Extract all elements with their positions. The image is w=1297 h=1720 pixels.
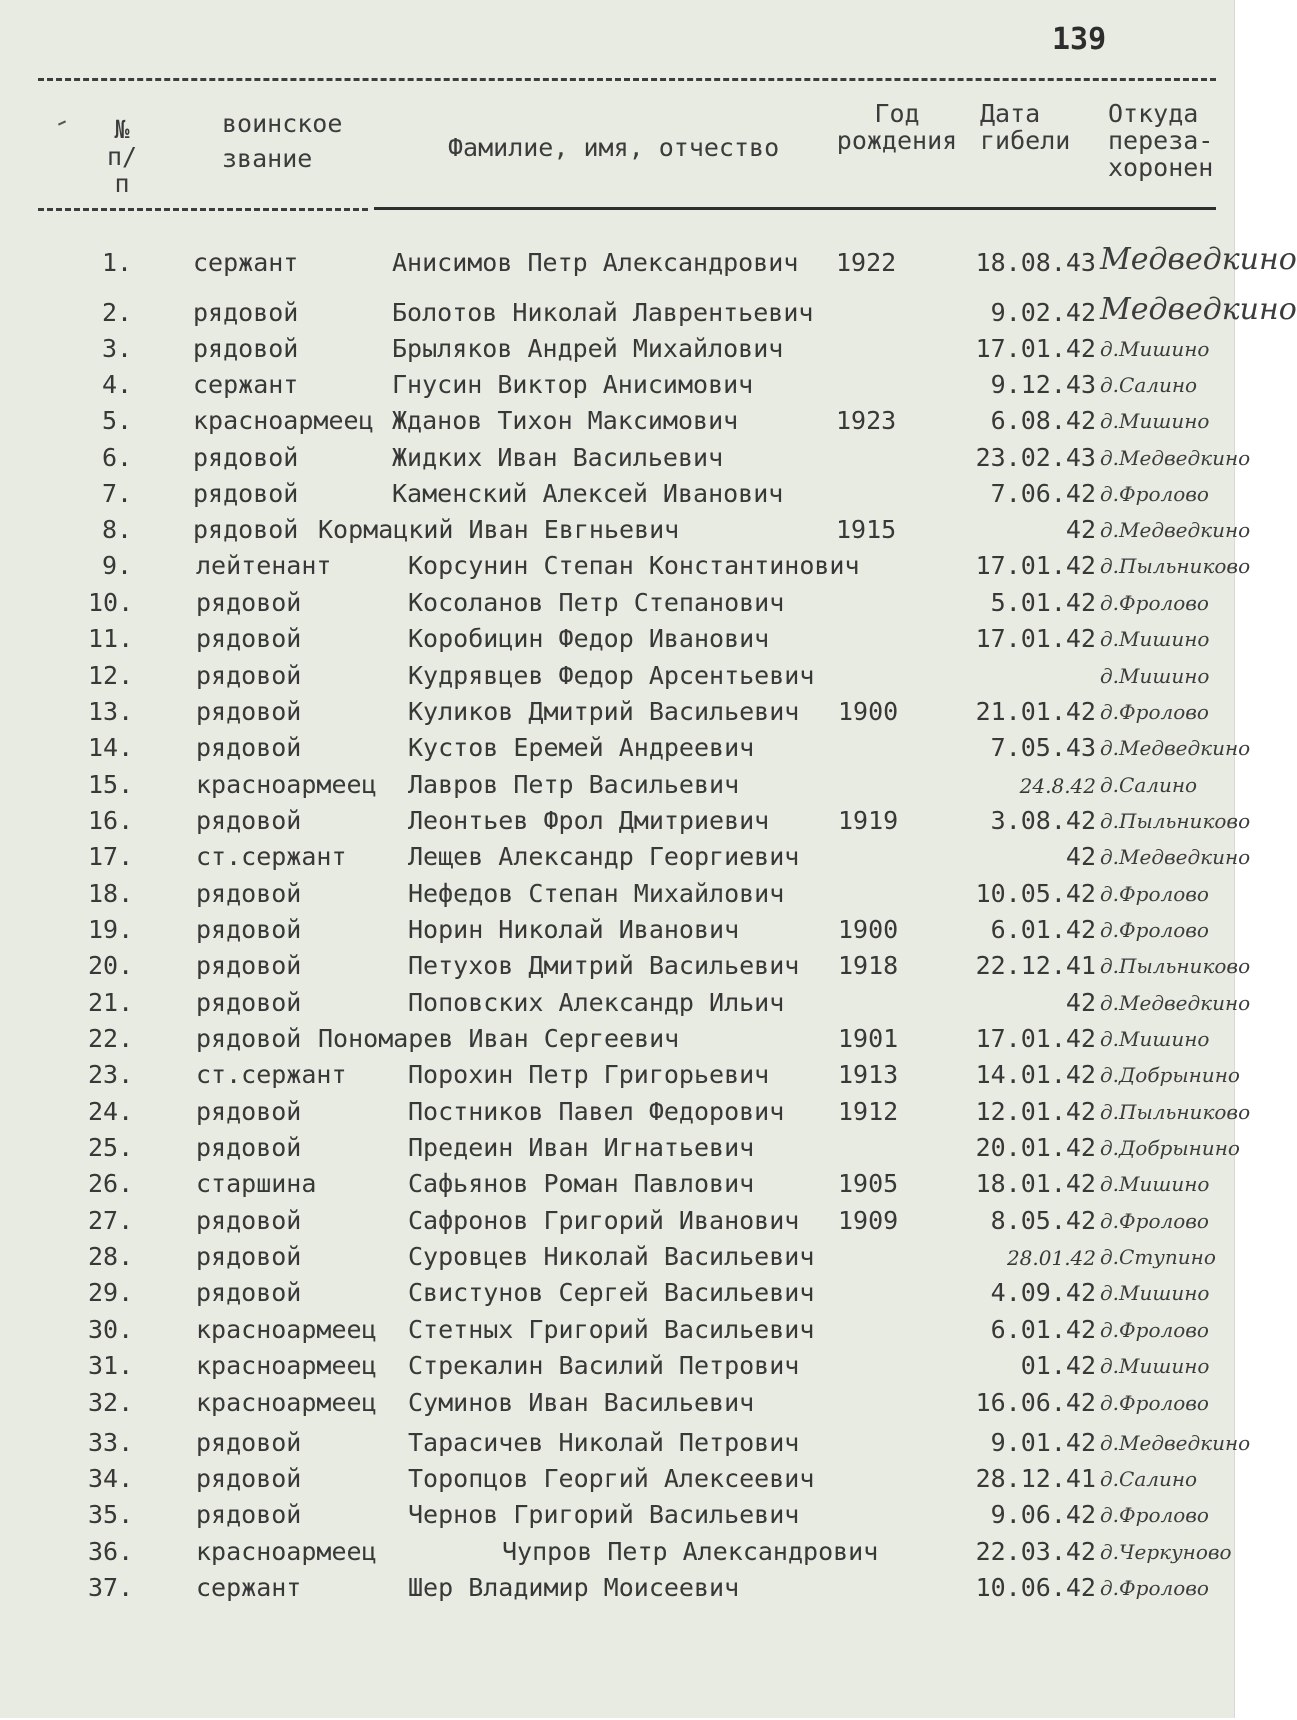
row-rank: рядовой xyxy=(196,1278,302,1307)
row-birth-year: 1923 xyxy=(836,406,897,435)
row-death-date: 22.12.41 xyxy=(975,951,1096,980)
row-full-name: Стрекалин Василий Петрович xyxy=(408,1351,800,1380)
row-rank: красноармеец xyxy=(196,770,377,799)
header-death-line1: Дата xyxy=(980,99,1041,128)
row-rank: рядовой xyxy=(193,298,299,327)
row-reburial-place: д.Салино xyxy=(1100,773,1198,797)
row-full-name: Суровцев Николай Васильевич xyxy=(408,1242,815,1271)
row-number: 27. xyxy=(88,1206,134,1235)
row-rank: рядовой xyxy=(196,1500,302,1529)
row-rank: красноармеец xyxy=(196,1315,377,1344)
row-reburial-place: д.Мишино xyxy=(1100,1027,1210,1051)
row-death-date: 01.42 xyxy=(1020,1351,1096,1380)
row-rank: красноармеец xyxy=(196,1537,377,1566)
row-death-date: 9.06.42 xyxy=(990,1500,1096,1529)
row-death-date: 24.8.42 xyxy=(1019,774,1096,798)
row-rank: рядовой xyxy=(196,1024,302,1053)
row-reburial-place: д.Пыльниково xyxy=(1100,1100,1251,1124)
header-name: Фамилие, имя, отчество xyxy=(448,133,780,162)
row-number: 13. xyxy=(88,697,134,726)
row-full-name: Леонтьев Фрол Дмитриевич xyxy=(408,806,770,835)
row-rank: рядовой xyxy=(196,1206,302,1235)
row-full-name: Сафьянов Роман Павлович xyxy=(408,1169,755,1198)
header-number-label: п/п xyxy=(106,142,138,198)
row-full-name: Пономарев Иван Сергеевич xyxy=(318,1024,680,1053)
row-number: 30. xyxy=(88,1315,134,1344)
row-reburial-place: д.Фролово xyxy=(1100,700,1209,724)
header-death-line2: гибели xyxy=(980,126,1071,155)
row-death-date: 42 xyxy=(1065,842,1096,871)
row-death-date: 8.05.42 xyxy=(990,1206,1096,1235)
row-rank: сержант xyxy=(193,370,299,399)
row-full-name: Суминов Иван Васильевич xyxy=(408,1388,755,1417)
row-number: 26. xyxy=(88,1169,134,1198)
row-rank: рядовой xyxy=(196,624,302,653)
row-death-date: 17.01.42 xyxy=(975,334,1096,363)
row-full-name: Анисимов Петр Александрович xyxy=(392,248,799,277)
row-death-date: 17.01.42 xyxy=(975,1024,1096,1053)
row-full-name: Корсунин Степан Константинович xyxy=(408,551,860,580)
row-reburial-place: д.Фролово xyxy=(1100,918,1209,942)
row-number: 34. xyxy=(88,1464,134,1493)
row-full-name: Жидких Иван Васильевич xyxy=(392,443,724,472)
row-rank: красноармеец xyxy=(196,1388,377,1417)
row-death-date: 5.01.42 xyxy=(990,588,1096,617)
row-rank: рядовой xyxy=(193,479,299,508)
row-reburial-place: Медведкино xyxy=(1100,242,1297,277)
row-number: 24. xyxy=(88,1097,134,1126)
page-number: 139 xyxy=(1052,22,1107,57)
row-death-date: 4.09.42 xyxy=(990,1278,1096,1307)
row-full-name: Сафронов Григорий Иванович xyxy=(408,1206,800,1235)
row-number: 19. xyxy=(88,915,134,944)
row-rank: рядовой xyxy=(196,1464,302,1493)
row-full-name: Чернов Григорий Васильевич xyxy=(408,1500,800,1529)
row-number: 20. xyxy=(88,951,134,980)
row-birth-year: 1900 xyxy=(838,915,899,944)
row-rank: старшина xyxy=(196,1169,317,1198)
row-rank: красноармеец xyxy=(196,1351,377,1380)
row-number: 21. xyxy=(88,988,134,1017)
row-death-date: 18.08.43 xyxy=(975,248,1096,277)
row-full-name: Поповских Александр Ильич xyxy=(408,988,785,1017)
row-rank: рядовой xyxy=(193,443,299,472)
row-full-name: Предеин Иван Игнатьевич xyxy=(408,1133,755,1162)
row-death-date: 23.02.43 xyxy=(975,443,1096,472)
row-reburial-place: д.Пыльниково xyxy=(1100,554,1251,578)
row-full-name: Лавров Петр Васильевич xyxy=(408,770,740,799)
header-number-symbol: № xyxy=(114,115,130,144)
row-full-name: Коробицин Федор Иванович xyxy=(408,624,770,653)
row-number: 15. xyxy=(88,770,134,799)
row-number: 4. xyxy=(102,370,133,399)
row-rank: лейтенант xyxy=(196,551,332,580)
row-number: 9. xyxy=(102,551,133,580)
row-number: 33. xyxy=(88,1428,134,1457)
row-rank: рядовой xyxy=(196,733,302,762)
row-number: 3. xyxy=(102,334,133,363)
row-birth-year: 1905 xyxy=(838,1169,899,1198)
row-number: 1. xyxy=(102,248,133,277)
row-reburial-place: д.Добрынино xyxy=(1100,1136,1240,1160)
row-rank: красноармеец xyxy=(193,406,374,435)
row-full-name: Брыляков Андрей Михайлович xyxy=(392,334,784,363)
row-reburial-place: д.Фролово xyxy=(1100,591,1209,615)
row-death-date: 10.06.42 xyxy=(975,1573,1096,1602)
row-number: 16. xyxy=(88,806,134,835)
row-full-name: Свистунов Сергей Васильевич xyxy=(408,1278,815,1307)
header-number xyxy=(102,116,142,197)
row-birth-year: 1922 xyxy=(836,248,897,277)
row-full-name: Постников Павел Федорович xyxy=(408,1097,785,1126)
row-rank: сержант xyxy=(193,248,299,277)
row-death-date: 9.12.43 xyxy=(990,370,1096,399)
row-rank: рядовой xyxy=(196,879,302,908)
row-full-name: Кустов Еремей Андреевич xyxy=(408,733,755,762)
row-reburial-place: д.Фролово xyxy=(1100,1391,1209,1415)
row-birth-year: 1901 xyxy=(838,1024,899,1053)
row-full-name: Торопцов Георгий Алексеевич xyxy=(408,1464,815,1493)
row-rank: рядовой xyxy=(196,951,302,980)
row-reburial-place: д.Добрынино xyxy=(1100,1063,1240,1087)
row-reburial-place: д.Фролово xyxy=(1100,482,1209,506)
row-death-date: 10.05.42 xyxy=(975,879,1096,908)
row-full-name: Петухов Дмитрий Васильевич xyxy=(408,951,800,980)
row-rank: рядовой xyxy=(196,915,302,944)
row-full-name: Порохин Петр Григорьевич xyxy=(408,1060,770,1089)
row-birth-year: 1919 xyxy=(838,806,899,835)
header-origin-line1: Откуда xyxy=(1108,99,1199,128)
row-birth-year: 1913 xyxy=(838,1060,899,1089)
row-rank: рядовой xyxy=(196,1428,302,1457)
row-rank: сержант xyxy=(196,1573,302,1602)
row-birth-year: 1912 xyxy=(838,1097,899,1126)
row-full-name: Кормацкий Иван Евгньевич xyxy=(318,515,680,544)
row-death-date: 42 xyxy=(1065,515,1096,544)
row-number: 7. xyxy=(102,479,133,508)
row-death-date: 6.01.42 xyxy=(990,1315,1096,1344)
row-reburial-place: д.Медведкино xyxy=(1100,736,1251,760)
row-full-name: Жданов Тихон Максимович xyxy=(392,406,739,435)
row-full-name: Лещев Александр Георгиевич xyxy=(408,842,800,871)
row-rank: рядовой xyxy=(193,334,299,363)
row-death-date: 3.08.42 xyxy=(990,806,1096,835)
top-divider xyxy=(38,78,1216,81)
row-death-date: 14.01.42 xyxy=(975,1060,1096,1089)
row-death-date: 28.01.42 xyxy=(1006,1246,1096,1270)
row-full-name: Нефедов Степан Михайлович xyxy=(408,879,785,908)
row-reburial-place: д.Пыльниково xyxy=(1100,809,1251,833)
row-full-name: Стетных Григорий Васильевич xyxy=(408,1315,815,1344)
row-reburial-place: д.Фролово xyxy=(1100,882,1209,906)
row-death-date: 17.01.42 xyxy=(975,551,1096,580)
row-number: 28. xyxy=(88,1242,134,1271)
row-number: 14. xyxy=(88,733,134,762)
header-origin-line2: переза- xyxy=(1108,126,1214,155)
row-rank: рядовой xyxy=(196,588,302,617)
row-death-date: 18.01.42 xyxy=(975,1169,1096,1198)
row-reburial-place: д.Мишино xyxy=(1100,627,1210,651)
row-reburial-place: д.Мишино xyxy=(1100,1281,1210,1305)
header-year-line2: рождения xyxy=(836,126,958,155)
row-rank: рядовой xyxy=(196,1242,302,1271)
row-reburial-place: д.Мишино xyxy=(1100,1354,1210,1378)
header-origin-line3: хоронен xyxy=(1108,153,1214,182)
row-number: 10. xyxy=(88,588,134,617)
row-reburial-place: д.Фролово xyxy=(1100,1318,1209,1342)
row-rank: рядовой xyxy=(196,661,302,690)
row-death-date: 6.01.42 xyxy=(990,915,1096,944)
header-year-line1: Год xyxy=(874,99,920,128)
row-reburial-place: д.Салино xyxy=(1100,1467,1198,1491)
row-reburial-place: д.Фролово xyxy=(1100,1209,1209,1233)
row-number: 23. xyxy=(88,1060,134,1089)
row-number: 17. xyxy=(88,842,134,871)
row-birth-year: 1915 xyxy=(836,515,897,544)
row-full-name: Гнусин Виктор Анисимович xyxy=(392,370,754,399)
row-number: 5. xyxy=(102,406,133,435)
row-death-date: 9.02.42 xyxy=(990,298,1096,327)
row-birth-year: 1909 xyxy=(838,1206,899,1235)
row-rank: ст.сержант xyxy=(196,1060,347,1089)
row-reburial-place: д.Медведкино xyxy=(1100,1431,1251,1455)
row-rank: рядовой xyxy=(193,515,299,544)
row-death-date: 7.05.43 xyxy=(990,733,1096,762)
row-birth-year: 1900 xyxy=(838,697,899,726)
row-rank: рядовой xyxy=(196,1133,302,1162)
row-rank: рядовой xyxy=(196,1097,302,1126)
row-number: 6. xyxy=(102,443,133,472)
row-reburial-place: д.Мишино xyxy=(1100,664,1210,688)
row-number: 31. xyxy=(88,1351,134,1380)
header-rank-line1: воинское xyxy=(222,109,343,138)
row-birth-year: 1918 xyxy=(838,951,899,980)
row-number: 36. xyxy=(88,1537,134,1566)
row-death-date: 28.12.41 xyxy=(975,1464,1096,1493)
row-reburial-place: д.Салино xyxy=(1100,373,1198,397)
row-reburial-place: д.Ступино xyxy=(1100,1245,1216,1269)
row-death-date: 9.01.42 xyxy=(990,1428,1096,1457)
pencil-tick-mark xyxy=(58,120,66,125)
row-number: 22. xyxy=(88,1024,134,1053)
row-rank: ст.сержант xyxy=(196,842,347,871)
row-number: 32. xyxy=(88,1388,134,1417)
row-number: 11. xyxy=(88,624,134,653)
row-death-date: 42 xyxy=(1065,988,1096,1017)
header-rank-line2: звание xyxy=(222,144,313,173)
row-rank: рядовой xyxy=(196,988,302,1017)
row-number: 29. xyxy=(88,1278,134,1307)
row-full-name: Норин Николай Иванович xyxy=(408,915,740,944)
row-rank: рядовой xyxy=(196,697,302,726)
row-full-name: Каменский Алексей Иванович xyxy=(392,479,784,508)
row-death-date: 12.01.42 xyxy=(975,1097,1096,1126)
row-full-name: Кудрявцев Федор Арсентьевич xyxy=(408,661,815,690)
row-reburial-place: д.Медведкино xyxy=(1100,446,1251,470)
row-death-date: 7.06.42 xyxy=(990,479,1096,508)
row-number: 18. xyxy=(88,879,134,908)
header-rank xyxy=(222,110,342,172)
header-bottom-solid xyxy=(374,207,1216,210)
row-number: 35. xyxy=(88,1500,134,1529)
row-reburial-place: д.Медведкино xyxy=(1100,991,1251,1015)
header-year xyxy=(832,100,962,154)
row-full-name: Болотов Николай Лаврентьевич xyxy=(392,298,814,327)
row-reburial-place: д.Фролово xyxy=(1100,1576,1209,1600)
row-full-name: Шер Владимир Моисеевич xyxy=(408,1573,740,1602)
row-death-date: 17.01.42 xyxy=(975,624,1096,653)
row-reburial-place: д.Мишино xyxy=(1100,337,1210,361)
row-number: 12. xyxy=(88,661,134,690)
row-number: 25. xyxy=(88,1133,134,1162)
row-death-date: 20.01.42 xyxy=(975,1133,1096,1162)
row-death-date: 21.01.42 xyxy=(975,697,1096,726)
row-death-date: 6.08.42 xyxy=(990,406,1096,435)
row-reburial-place: д.Медведкино xyxy=(1100,518,1251,542)
row-rank: рядовой xyxy=(196,806,302,835)
row-reburial-place: д.Мишино xyxy=(1100,1172,1210,1196)
row-full-name: Куликов Дмитрий Васильевич xyxy=(408,697,800,726)
row-reburial-place: д.Фролово xyxy=(1100,1503,1209,1527)
row-full-name: Косоланов Петр Степанович xyxy=(408,588,785,617)
row-full-name: Тарасичев Николай Петрович xyxy=(408,1428,800,1457)
row-reburial-place: д.Медведкино xyxy=(1100,845,1251,869)
row-number: 2. xyxy=(102,298,133,327)
row-reburial-place: д.Черкуново xyxy=(1100,1540,1232,1564)
row-reburial-place: д.Пыльниково xyxy=(1100,954,1251,978)
header-death xyxy=(980,100,1070,154)
row-reburial-place: Медведкино xyxy=(1100,292,1297,327)
row-reburial-place: д.Мишино xyxy=(1100,409,1210,433)
row-death-date: 16.06.42 xyxy=(975,1388,1096,1417)
header-bottom-dashed xyxy=(38,208,368,211)
row-death-date: 22.03.42 xyxy=(975,1537,1096,1566)
header-origin xyxy=(1108,100,1213,181)
row-full-name: Чупров Петр Александрович xyxy=(502,1537,879,1566)
row-number: 8. xyxy=(102,515,133,544)
row-number: 37. xyxy=(88,1573,134,1602)
